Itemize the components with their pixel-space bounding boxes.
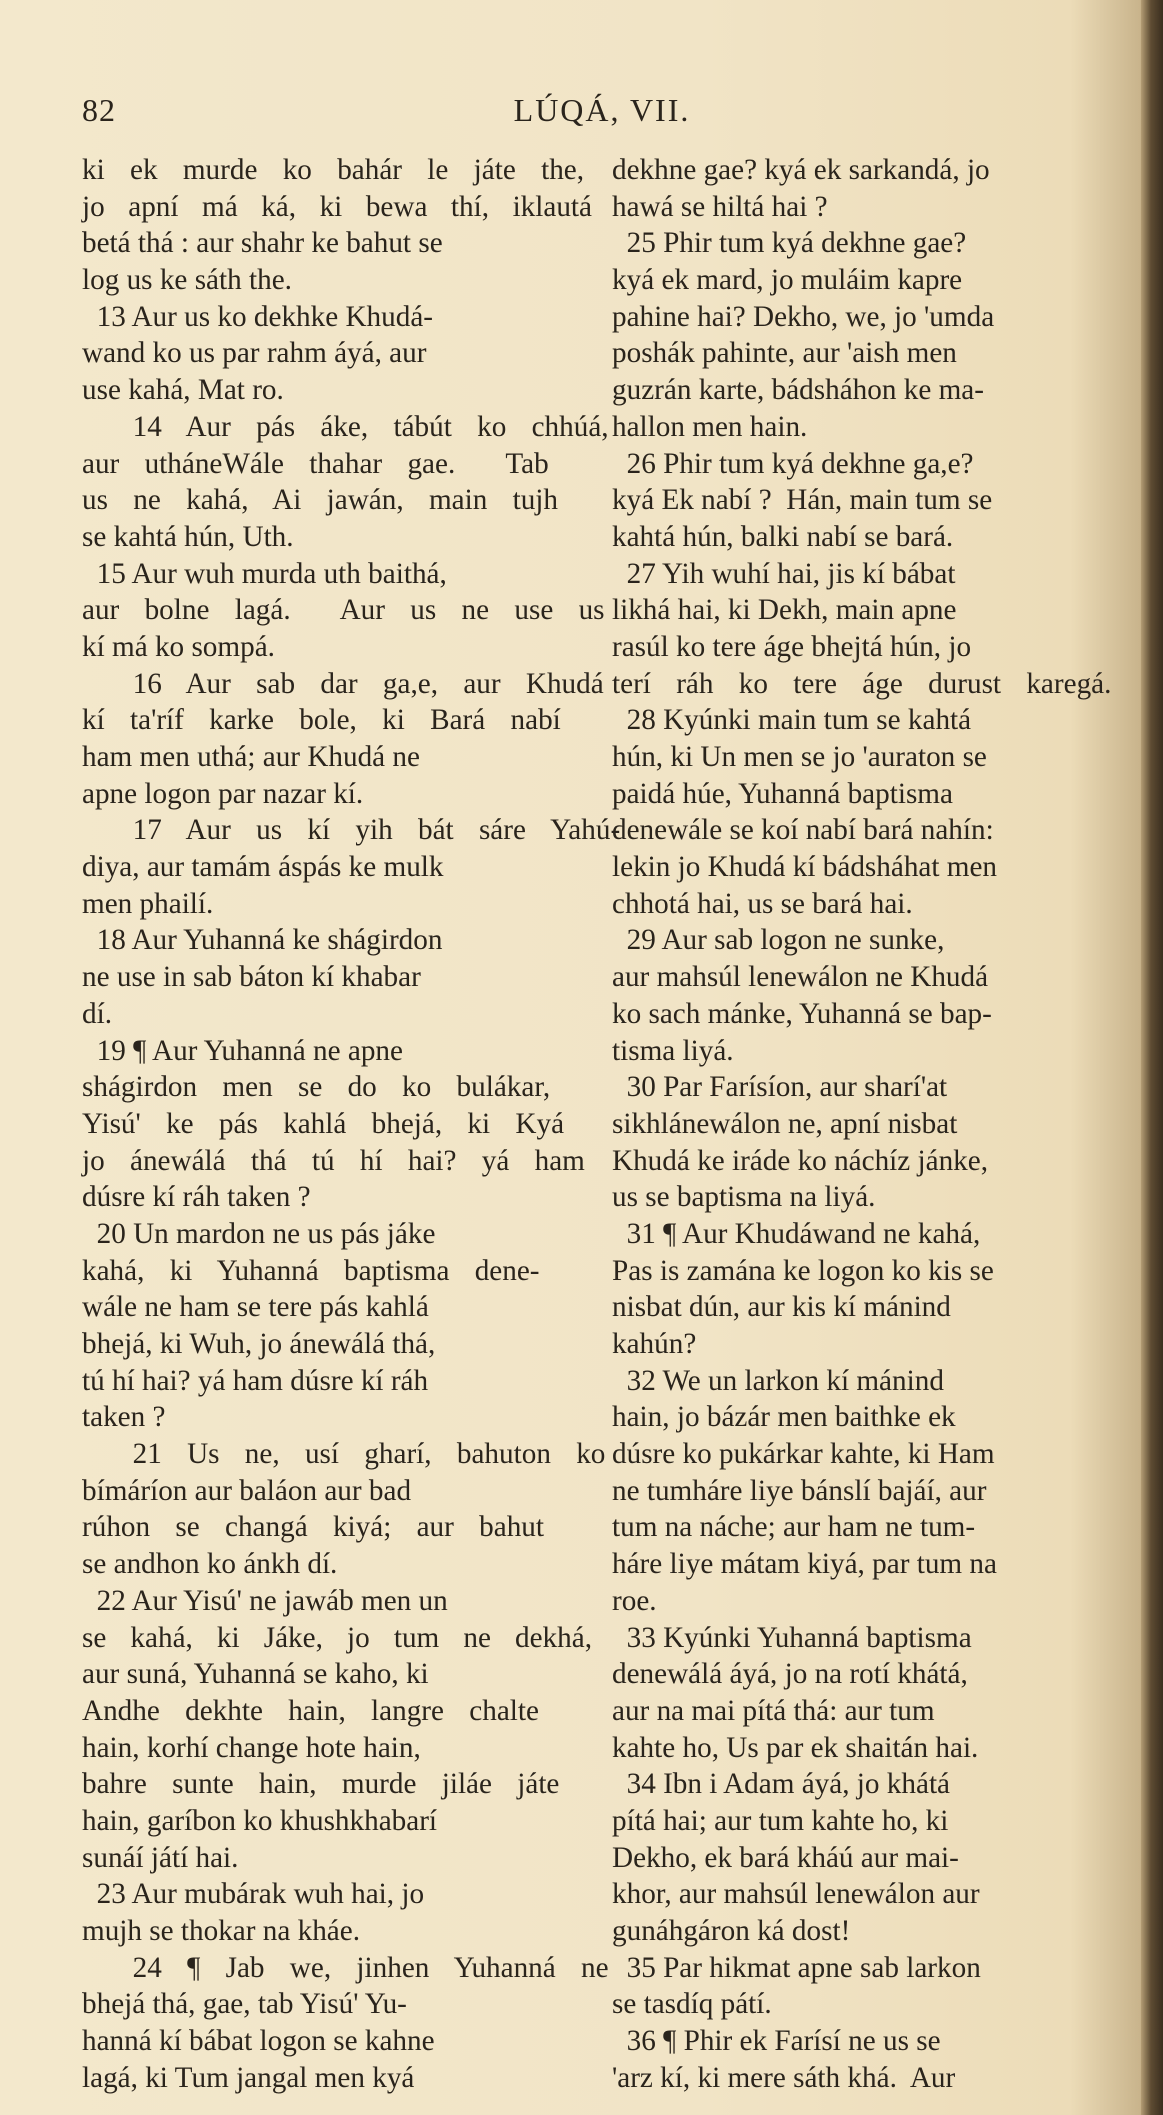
text-line: pítá hai; aur tum kahte ho, ki bbox=[612, 1804, 949, 1837]
text-line: use kahá, Mat ro. bbox=[82, 374, 284, 407]
text-line: 36 ¶ Phir ek Farísí ne us se bbox=[612, 2025, 941, 2058]
text-line: 30 Par Farísíon, aur sharí'at bbox=[612, 1071, 948, 1104]
text-line: sunáí játí hai. bbox=[82, 1841, 239, 1874]
text-line: 24 ¶ Jab we, jinhen Yuhanná ne bbox=[82, 1951, 609, 1984]
text-line: dúsre ko pukárkar kahte, ki Ham bbox=[612, 1438, 995, 1471]
text-line: roe. bbox=[612, 1584, 657, 1617]
text-line: rúhon se changá kiyá; aur bahut bbox=[82, 1511, 545, 1544]
text-line: jo ánewálá thá tú hí hai? yá ham bbox=[82, 1144, 585, 1177]
text-line: tum na náche; aur ham ne tum- bbox=[612, 1511, 976, 1544]
running-head: LÚQÁ, VII. bbox=[513, 92, 691, 128]
text-line: Dekho, ek bará kháú aur mai- bbox=[612, 1841, 959, 1874]
text-line: diya, aur tamám áspás ke mulk bbox=[82, 851, 444, 884]
text-line: kyá Ek nabí ? Hán, main tum se bbox=[612, 484, 993, 517]
text-line: 20 Un mardon ne us pás jáke bbox=[82, 1217, 436, 1250]
text-line: taken ? bbox=[82, 1401, 166, 1434]
text-line: 26 Phir tum kyá dekhne ga,e? bbox=[612, 447, 974, 480]
text-line: us se baptisma na liyá. bbox=[612, 1181, 876, 1214]
text-line: hain, garíbon ko khushkhabarí bbox=[82, 1804, 438, 1837]
text-line: apne logon par nazar kí. bbox=[82, 777, 364, 810]
text-line: se tasdíq pátí. bbox=[612, 1988, 772, 2021]
text-line: nisbat dún, aur kis kí mánind bbox=[612, 1291, 951, 1324]
text-line: hallon men hain. bbox=[612, 410, 808, 443]
text-line: aur bolne lagá. Aur us ne use us bbox=[82, 594, 605, 627]
text-line: rasúl ko tere áge bhejtá hún, jo bbox=[612, 630, 972, 663]
text-line: aur mahsúl lenewálon ne Khudá bbox=[612, 961, 989, 994]
text-line: dekhne gae? kyá ek sarkandá, jo bbox=[612, 154, 990, 186]
text-line: 16 Aur sab dar ga,e, aur Khudá bbox=[82, 667, 604, 700]
page-number: 82 bbox=[82, 92, 116, 128]
text-line: ne use in sab báton kí khabar bbox=[82, 961, 421, 994]
text-line: lekin jo Khudá kí bádsháhat men bbox=[612, 851, 998, 884]
text-line: denewálá áyá, jo na rotí khátá, bbox=[612, 1658, 968, 1691]
text-line: Pas is zamána ke logon ko kis se bbox=[612, 1254, 994, 1287]
text-line: 33 Kyúnki Yuhanná baptisma bbox=[612, 1621, 972, 1654]
text-line: bhejá thá, gae, tab Yisú' Yu- bbox=[82, 1988, 407, 2021]
text-line: se andhon ko ánkh dí. bbox=[82, 1548, 338, 1581]
text-line: aur utháneWále thahar gae. Tab bbox=[82, 447, 549, 480]
text-line: jo apní má ká, ki bewa thí, iklautá bbox=[82, 190, 592, 223]
text-line: pahine hai? Dekho, we, jo 'umda bbox=[612, 300, 995, 333]
text-line: 14 Aur pás áke, tábút ko chhúá, bbox=[82, 410, 609, 443]
text-line: 35 Par hikmat apne sab larkon bbox=[612, 1951, 981, 1984]
text-line: 28 Kyúnki main tum se kahtá bbox=[612, 704, 972, 737]
text-line: Yisú' ke pás kahlá bhejá, ki Kyá bbox=[82, 1107, 565, 1140]
text-line: aur na mai pítá thá: aur tum bbox=[612, 1694, 935, 1727]
text-line: hain, korhí change hote hain, bbox=[82, 1731, 421, 1764]
text-line: bímáríon aur baláon aur bad bbox=[82, 1474, 412, 1507]
right-text-column bbox=[612, 152, 1150, 2096]
text-line: 32 We un larkon kí mánind bbox=[612, 1364, 944, 1397]
text-line: log us ke sáth the. bbox=[82, 264, 292, 297]
text-line: 22 Aur Yisú' ne jawáb men un bbox=[82, 1584, 448, 1617]
text-line: ne tumháre liye bánslí bajáí, aur bbox=[612, 1474, 987, 1507]
text-line: aur suná, Yuhanná se kaho, ki bbox=[82, 1658, 429, 1691]
text-line: poshák pahinte, aur 'aish men bbox=[612, 337, 957, 370]
text-line: lagá, ki Tum jangal men kyá bbox=[82, 2061, 415, 2094]
text-line: dí. bbox=[82, 997, 112, 1030]
text-line: shágirdon men se do ko bulákar, bbox=[82, 1071, 551, 1104]
text-line: bhejá, ki Wuh, jo ánewálá thá, bbox=[82, 1328, 436, 1360]
text-line: ham men uthá; aur Khudá ne bbox=[82, 741, 420, 773]
page-header bbox=[82, 92, 1122, 136]
text-line: denewále se koí nabí bará nahín: bbox=[612, 814, 994, 847]
text-line: ki ek murde ko bahár le játe the, bbox=[82, 154, 585, 186]
text-line: 15 Aur wuh murda uth baithá, bbox=[82, 557, 447, 590]
text-line: tú hí hai? yá ham dúsre kí ráh bbox=[82, 1364, 429, 1397]
text-line: 19 ¶ Aur Yuhanná ne apne bbox=[82, 1034, 403, 1067]
text-line: paidá húe, Yuhanná baptisma bbox=[612, 777, 953, 810]
text-line: Andhe dekhte hain, langre chalte bbox=[82, 1694, 539, 1727]
text-line: se kahtá hún, Uth. bbox=[82, 520, 294, 553]
text-line: ko sach mánke, Yuhanná se bap- bbox=[612, 997, 992, 1030]
text-line: hain, jo bázár men baithke ek bbox=[612, 1401, 956, 1434]
text-line: hawá se hiltá hai ? bbox=[612, 190, 828, 223]
text-line: kí ta'ríf karke bole, ki Bará nabí bbox=[82, 704, 561, 737]
text-line: betá thá : aur shahr ke bahut se bbox=[82, 227, 443, 260]
text-line: kí má ko sompá. bbox=[82, 630, 275, 663]
text-line: 18 Aur Yuhanná ke shágirdon bbox=[82, 924, 443, 957]
text-line: 34 Ibn i Adam áyá, jo khátá bbox=[612, 1768, 951, 1801]
text-line: wále ne ham se tere pás kahlá bbox=[82, 1291, 429, 1324]
text-line: men phailí. bbox=[82, 887, 214, 920]
text-line: háre liye mátam kiyá, par tum na bbox=[612, 1548, 997, 1581]
text-line: khor, aur mahsúl lenewálon aur bbox=[612, 1878, 980, 1911]
text-line: 29 Aur sab logon ne sunke, bbox=[612, 924, 945, 957]
text-line: 13 Aur us ko dekhke Khudá- bbox=[82, 300, 434, 333]
text-line: kahte ho, Us par ek shaitán hai. bbox=[612, 1731, 979, 1764]
text-line: 25 Phir tum kyá dekhne gae? bbox=[612, 227, 967, 260]
text-line: 'arz kí, ki mere sáth khá. Aur bbox=[612, 2061, 956, 2094]
text-line: us ne kahá, Ai jawán, main tujh bbox=[82, 484, 559, 517]
left-text-column bbox=[82, 152, 621, 2096]
text-line: likhá hai, ki Dekh, main apne bbox=[612, 594, 957, 627]
text-line: kahá, ki Yuhanná baptisma dene- bbox=[82, 1254, 540, 1287]
text-line: 21 Us ne, usí gharí, bahuton ko bbox=[82, 1438, 606, 1471]
text-line: terí ráh ko tere áge durust karegá. bbox=[612, 667, 1112, 700]
text-line: hún, ki Un men se jo 'auraton se bbox=[612, 741, 987, 773]
text-line: gunáhgáron ká dost! bbox=[612, 1915, 851, 1947]
text-line: guzrán karte, bádsháhon ke ma- bbox=[612, 374, 984, 407]
text-line: Khudá ke iráde ko náchíz jánke, bbox=[612, 1144, 989, 1177]
text-line: kahún? bbox=[612, 1328, 697, 1360]
text-line: 23 Aur mubárak wuh hai, jo bbox=[82, 1878, 425, 1911]
text-line: chhotá hai, us se bará hai. bbox=[612, 887, 913, 920]
text-line: 31 ¶ Aur Khudáwand ne kahá, bbox=[612, 1217, 981, 1250]
text-line: tisma liyá. bbox=[612, 1034, 734, 1067]
text-line: hanná kí bábat logon se kahne bbox=[82, 2025, 435, 2058]
page-edge-shadow bbox=[1141, 0, 1163, 2115]
text-line: se kahá, ki Jáke, jo tum ne dekhá, bbox=[82, 1621, 592, 1654]
text-line: bahre sunte hain, murde jiláe játe bbox=[82, 1768, 560, 1801]
text-line: 17 Aur us kí yih bát sáre Yahú- bbox=[82, 814, 621, 847]
text-line: mujh se thokar na kháe. bbox=[82, 1915, 361, 1947]
text-line: 27 Yih wuhí hai, jis kí bábat bbox=[612, 557, 956, 590]
text-line: dúsre kí ráh taken ? bbox=[82, 1181, 311, 1214]
text-line: kahtá hún, balki nabí se bará. bbox=[612, 520, 954, 553]
text-line: kyá ek mard, jo muláim kapre bbox=[612, 264, 963, 297]
text-line: wand ko us par rahm áyá, aur bbox=[82, 337, 427, 370]
text-line: sikhlánewálon ne, apní nisbat bbox=[612, 1107, 958, 1140]
